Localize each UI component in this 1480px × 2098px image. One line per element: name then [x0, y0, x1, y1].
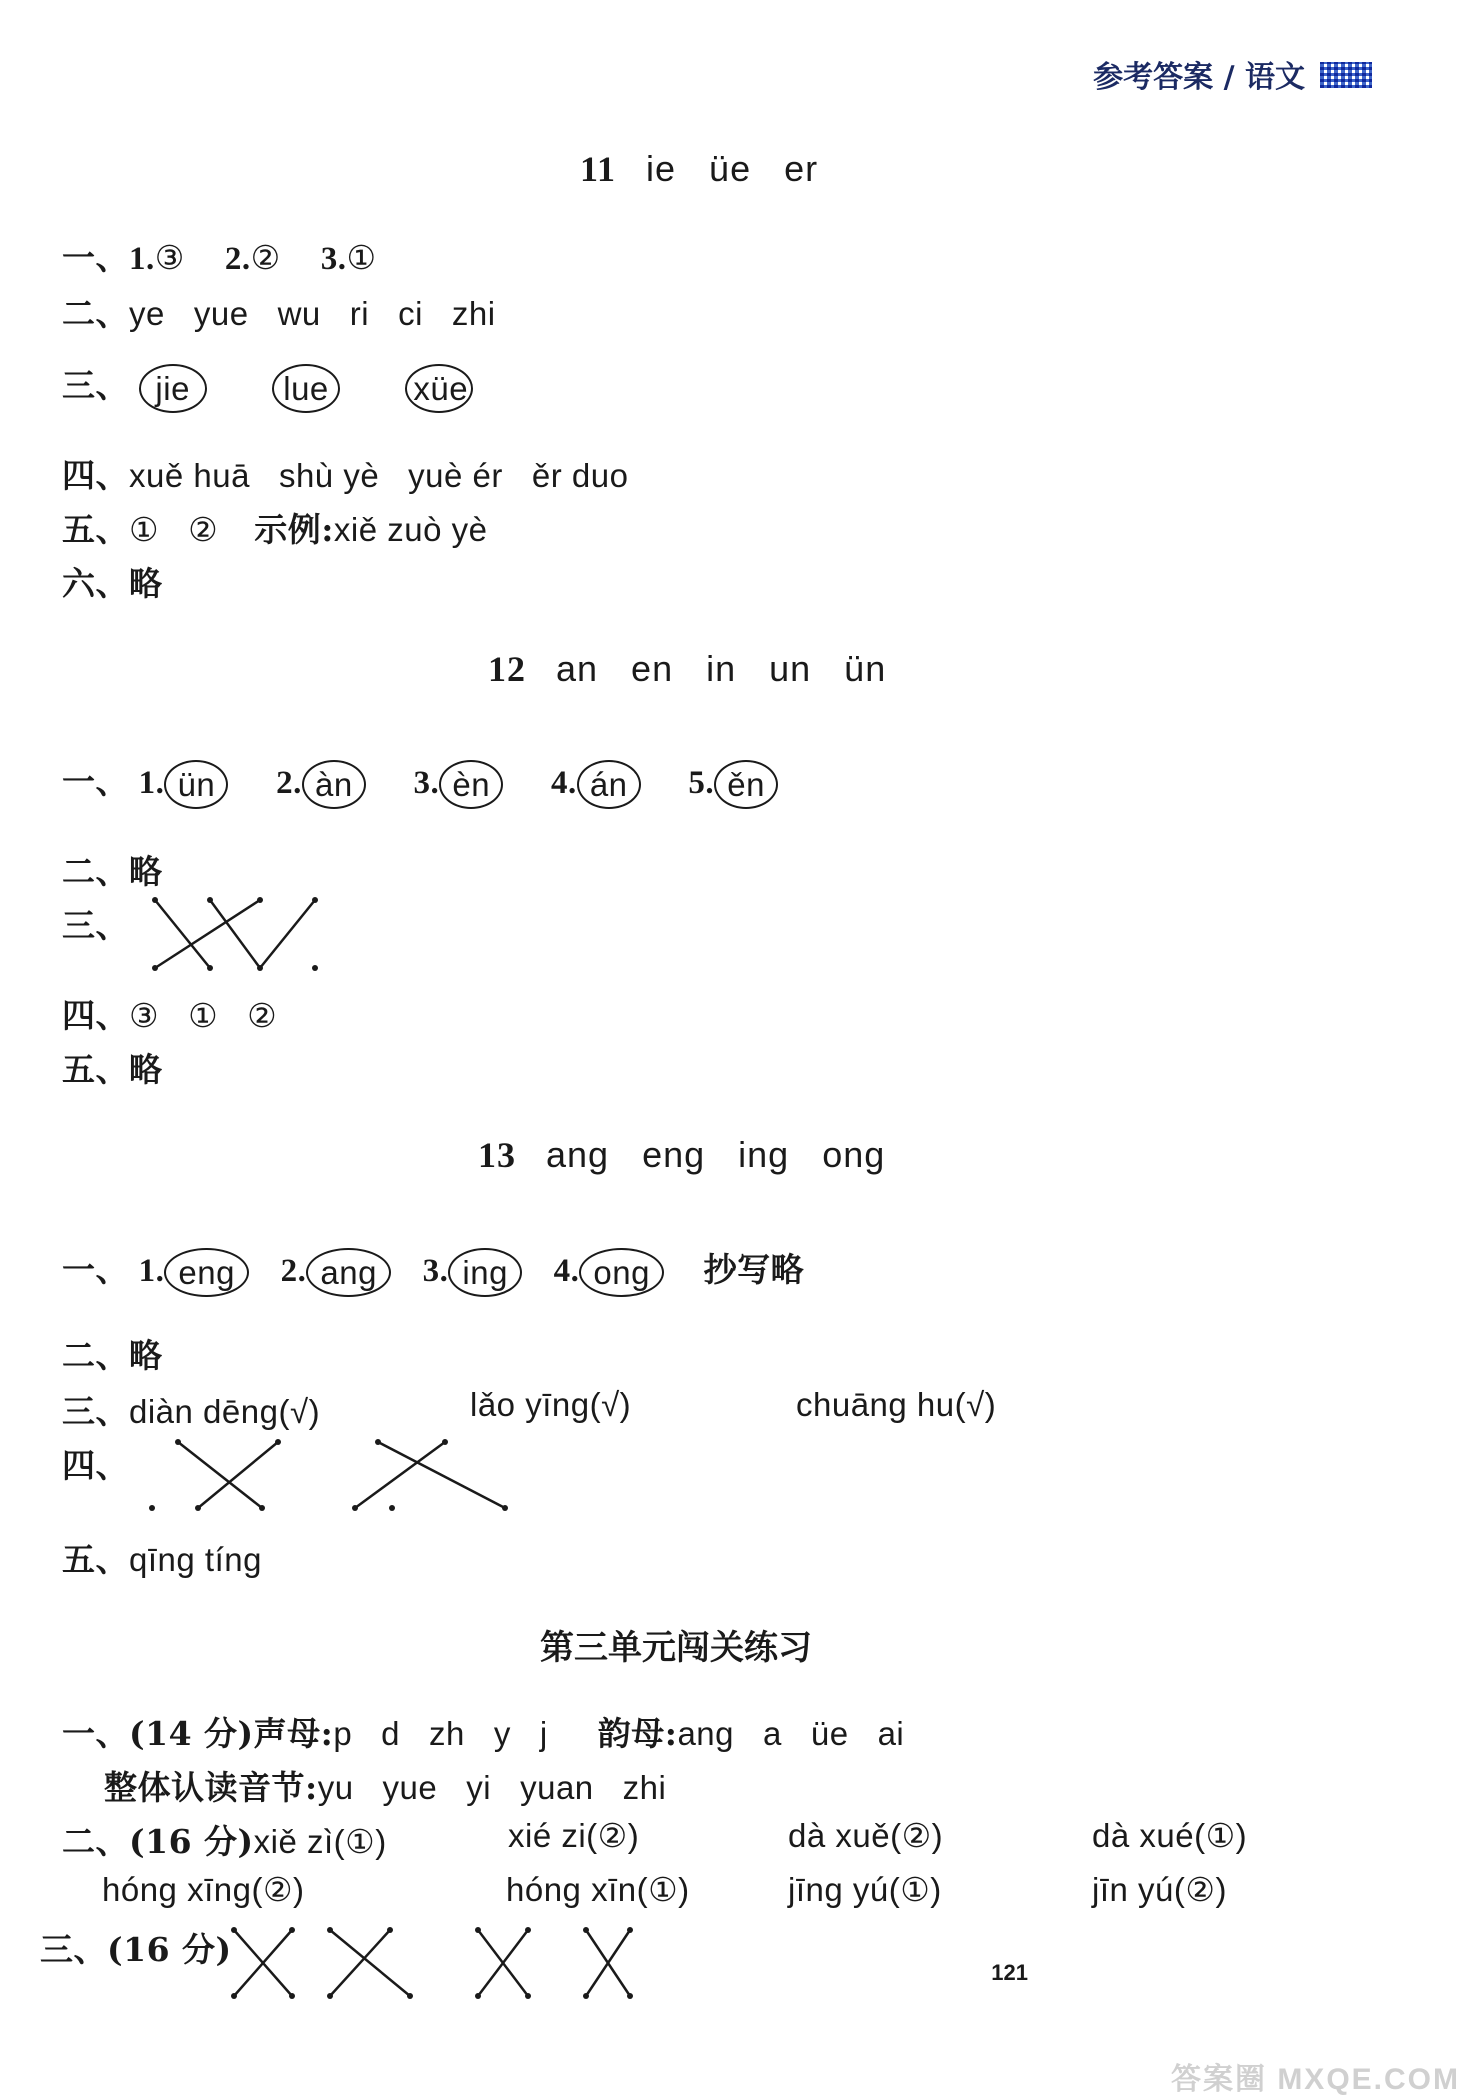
unit-line-3: 三、(16 分)	[40, 1930, 232, 1969]
unit-line-2: 二、(16 分)xiě zì(①)	[62, 1822, 387, 1861]
unit-title: 第三单元闯关练习	[540, 1628, 812, 1668]
circled-answer: án	[577, 760, 641, 809]
section-12-title: 12 an en in un ün	[488, 648, 887, 689]
header-decoration	[1320, 62, 1372, 88]
page-number: 121	[991, 1960, 1028, 1985]
circled-answer: jie	[139, 364, 207, 413]
s12-line-2: 二、略	[62, 852, 163, 891]
s11-line-5: 五、① ② 示例:xiě zuò yè	[62, 510, 488, 549]
watermark: 答案圈 MXQE.COM	[1170, 2063, 1460, 2096]
s12-line-4: 四、③ ① ②	[62, 996, 278, 1035]
s11-line-2: 二、ye yue wu ri ci zhi	[62, 294, 496, 333]
s13-line-1: 一、 1. eng 2. ang 3. ing 4. ong 抄写略	[62, 1244, 804, 1297]
s11-line-4: 四、xuě huā shù yè yuè ér ěr duo	[62, 456, 629, 495]
s13-line-3b: lǎo yīng(√)	[470, 1386, 632, 1423]
s12-line-3: 三、	[62, 906, 129, 945]
s13-matching-lines	[140, 1430, 520, 1520]
unit-line-2c: dà xuě(②)	[788, 1817, 944, 1854]
circled-answer: lue	[272, 364, 340, 413]
circled-answer: ong	[579, 1248, 664, 1297]
s11-line-3: 三、 jie lue xüe	[62, 360, 473, 413]
circled-answer: eng	[164, 1248, 249, 1297]
unit-line-1: 一、(14 分)声母:p d zh y j 韵母:ang a üe ai	[62, 1714, 905, 1753]
running-header: 参考答案 / 语文	[1093, 60, 1305, 95]
circled-answer: ang	[306, 1248, 391, 1297]
s12-line-1: 一、 1. ün 2. àn 3. èn 4. án 5. ěn	[62, 756, 778, 809]
s13-line-2: 二、略	[62, 1336, 163, 1375]
unit-line-2d: dà xué(①)	[1092, 1817, 1248, 1854]
s13-line-5: 五、qīng tíng	[62, 1540, 262, 1579]
circled-answer: ün	[164, 760, 228, 809]
unit-line-1c: 整体认读音节:yu yue yi yuan zhi	[104, 1768, 667, 1807]
unit-line-2e: hóng xīng(②)	[102, 1871, 305, 1908]
unit-matching-lines	[220, 1918, 650, 2018]
section-13-title: 13 ang eng ing ong	[478, 1134, 886, 1175]
circled-answer: ěn	[714, 760, 778, 809]
s12-line-5: 五、略	[62, 1050, 163, 1089]
s13-line-4: 四、	[62, 1446, 129, 1485]
unit-line-2b: xié zi(②)	[508, 1817, 640, 1854]
circled-answer: àn	[302, 760, 366, 809]
s11-line-1: 一、1.③ 2.② 3.①	[62, 238, 377, 277]
section-11-title: 11 ie üe er	[580, 148, 819, 189]
unit-line-2g: jīng yú(①)	[788, 1871, 942, 1908]
circled-answer: èn	[439, 760, 503, 809]
unit-line-2h: jīn yú(②)	[1092, 1871, 1227, 1908]
circled-answer: ing	[448, 1248, 522, 1297]
s13-line-3c: chuāng hu(√)	[796, 1386, 997, 1423]
unit-line-2f: hóng xīn(①)	[506, 1871, 690, 1908]
s11-line-6: 六、略	[62, 564, 163, 603]
s13-line-3: 三、diàn dēng(√)	[62, 1392, 321, 1431]
s12-matching-lines	[140, 890, 340, 980]
circled-answer: xüe	[405, 364, 473, 413]
